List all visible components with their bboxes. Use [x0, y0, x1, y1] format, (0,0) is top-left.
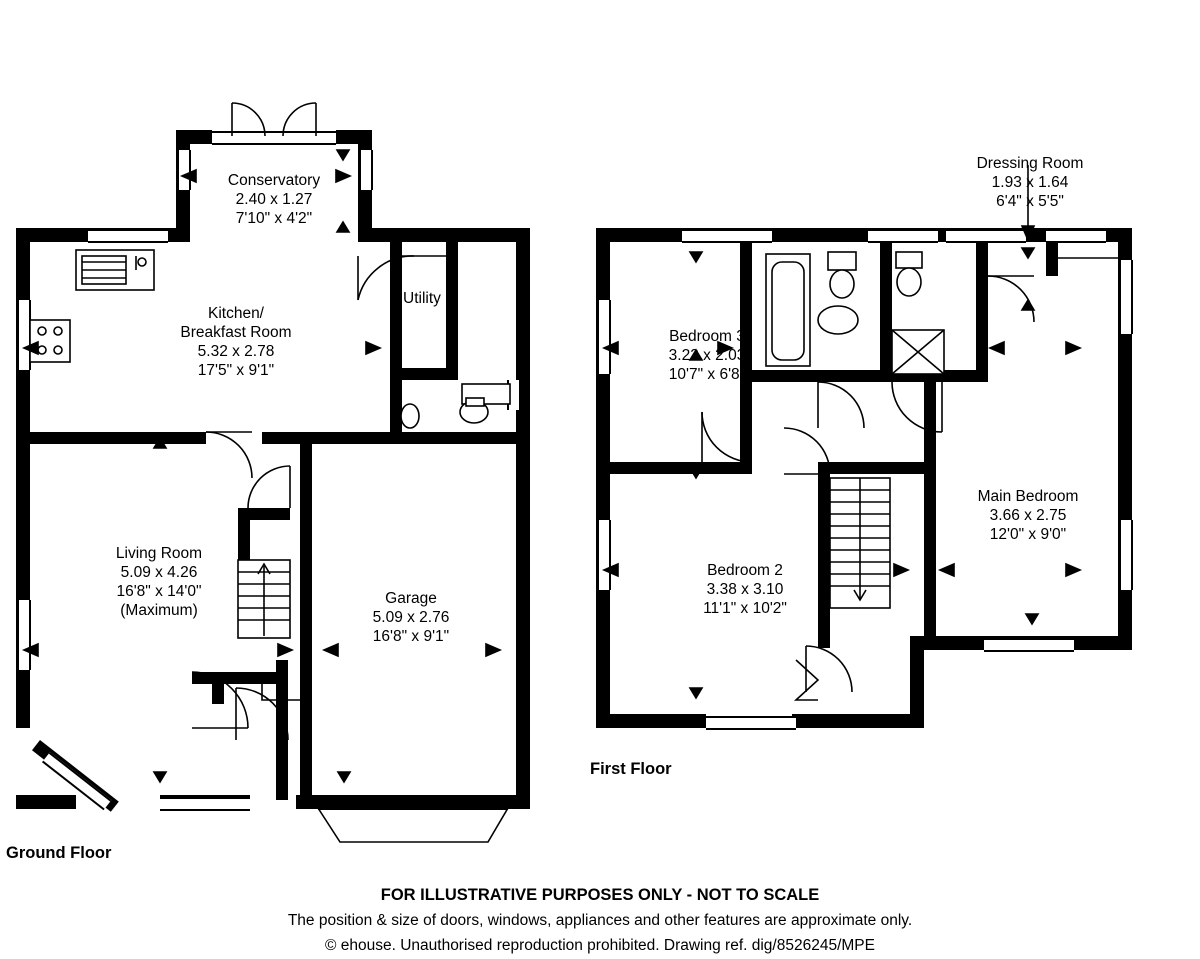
- first-floor-title: First Floor: [590, 760, 672, 778]
- ground-floor-plan: [0, 0, 560, 870]
- room-label-garage: Garage 5.09 x 2.76 16'8" x 9'1": [372, 590, 450, 645]
- ground-floor-vectors: [0, 0, 560, 870]
- room-label-kitchen: Kitchen/ Breakfast Room 5.32 x 2.78 17'5" x 9'1": [180, 305, 292, 379]
- ground-floor-title: Ground Floor: [6, 844, 112, 862]
- room-label-utility: Utility: [403, 290, 441, 307]
- room-label-living: Living Room 5.09 x 4.26 16'8" x 14'0" (Maximum): [115, 545, 203, 619]
- footer-line-2: The position & size of doors, windows, appliances and other features are approximate only.: [287, 912, 913, 929]
- room-label-bedroom2: Bedroom 2 3.38 x 3.10 11'1" x 10'2": [703, 562, 787, 617]
- room-label-main-bedroom: Main Bedroom 3.66 x 2.75 12'0" x 9'0": [977, 488, 1079, 543]
- footer-line-3: © ehouse. Unauthorised reproduction prohibited. Drawing ref. dig/8526245/MPE: [325, 937, 875, 954]
- room-label-bedroom3: Bedroom 3 3.23 x 2.03 10'7" x 6'8": [668, 328, 746, 383]
- first-floor-plan: [580, 0, 1140, 800]
- first-floor-vectors: [580, 0, 1140, 800]
- room-label-conservatory: Conservatory 2.40 x 1.27 7'10" x 4'2": [227, 172, 321, 227]
- footer-line-1: FOR ILLUSTRATIVE PURPOSES ONLY - NOT TO SCALE: [380, 886, 820, 904]
- room-label-dressing: Dressing Room 1.93 x 1.64 6'4" x 5'5": [976, 155, 1084, 210]
